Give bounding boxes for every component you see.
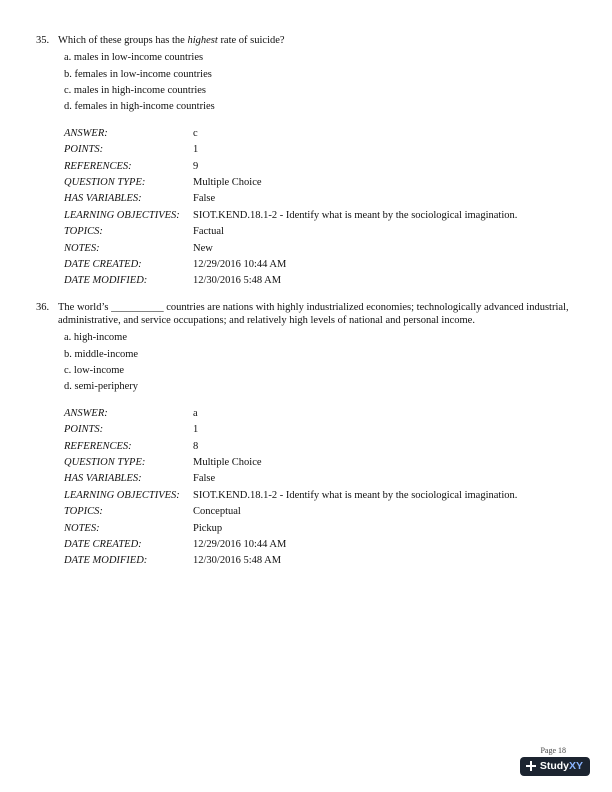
answer-option-b: b. middle-income [64, 348, 139, 360]
meta-key: QUESTION TYPE: [64, 176, 146, 188]
meta-value: False [193, 193, 216, 205]
meta-value: 12/29/2016 10:44 AM [193, 539, 287, 551]
stem-emphasis: highest [187, 35, 218, 46]
meta-key: NOTES: [64, 242, 100, 254]
meta-key: REFERENCES: [64, 440, 132, 452]
badge-text-xy: XY [568, 759, 583, 772]
meta-row-question-type [64, 175, 517, 191]
meta-key: POINTS: [64, 424, 104, 436]
answer-option-c: c. low-income [64, 365, 125, 377]
meta-value: Pickup [193, 522, 223, 534]
meta-row-topics [64, 224, 517, 240]
meta-row-points [64, 422, 517, 438]
meta-row-has-variables [64, 191, 517, 207]
meta-value: 9 [193, 160, 199, 172]
answer-option-d: d. semi-periphery [64, 381, 139, 393]
meta-row-points [64, 142, 517, 158]
meta-row-date-created [64, 537, 517, 553]
meta-row-learning-objectives [64, 208, 517, 224]
meta-value: SIOT.KEND.18.1-2 - Identify what is meant by the sociological imagination. [193, 209, 518, 221]
meta-key: NOTES: [64, 522, 100, 534]
meta-value: 12/30/2016 5:48 AM [193, 555, 282, 567]
meta-value: 8 [193, 440, 199, 452]
answer-option-c: c. males in high-income countries [64, 84, 207, 96]
meta-key: POINTS: [64, 144, 104, 156]
meta-key: TOPICS: [64, 226, 103, 238]
meta-row-date-created [64, 257, 517, 273]
page-number: Page 18 [540, 746, 566, 755]
meta-value: Multiple Choice [193, 457, 262, 469]
meta-row-notes [64, 521, 517, 537]
answer-option-a: a. high-income [64, 332, 127, 344]
question-stem [36, 34, 576, 47]
meta-key: REFERENCES: [64, 160, 132, 172]
meta-key: DATE MODIFIED: [64, 275, 148, 287]
meta-key: DATE CREATED: [64, 258, 142, 270]
stem-text-end: rate of suicide? [217, 35, 285, 46]
meta-key: LEARNING OBJECTIVES: [64, 489, 180, 501]
meta-value: Multiple Choice [193, 176, 262, 188]
meta-key: ANSWER: [64, 407, 108, 419]
meta-value: 12/30/2016 5:48 AM [193, 275, 282, 287]
meta-value: Conceptual [193, 506, 241, 518]
plus-icon [526, 761, 536, 771]
question-number: 35. [36, 35, 50, 46]
meta-key: HAS VARIABLES: [64, 473, 142, 485]
meta-key: LEARNING OBJECTIVES: [64, 209, 180, 221]
question-number: 36. [36, 302, 50, 313]
meta-row-references [64, 439, 517, 455]
answer-options [64, 330, 576, 396]
meta-row-notes [64, 241, 517, 257]
meta-value: 1 [193, 424, 199, 436]
meta-value: a [193, 407, 198, 419]
question-35 [36, 34, 576, 290]
meta-row-references [64, 159, 517, 175]
meta-value: New [193, 242, 213, 254]
answer-option-b: b. females in low-income countries [64, 68, 212, 80]
answer-option-a: a. males in low-income countries [64, 52, 204, 64]
studyxy-badge[interactable] [520, 757, 590, 776]
meta-value: False [193, 473, 216, 485]
meta-row-learning-objectives [64, 488, 517, 504]
answer-option-d: d. females in high-income countries [64, 101, 215, 113]
meta-value: 1 [193, 144, 199, 156]
meta-key: DATE MODIFIED: [64, 555, 148, 567]
meta-key: TOPICS: [64, 506, 103, 518]
question-metadata [64, 126, 517, 290]
question-metadata [64, 406, 517, 570]
meta-value: c [193, 127, 198, 139]
meta-key: HAS VARIABLES: [64, 193, 142, 205]
meta-row-answer [64, 126, 517, 142]
answer-options [64, 50, 576, 116]
meta-value: 12/29/2016 10:44 AM [193, 258, 287, 270]
stem-text: The world’s __________ countries are nations with highly industrialized economies; technologically advanced industrial, administrative, and service occupations; and relatively high levels of national and personal income. [58, 302, 569, 327]
meta-value: Factual [193, 226, 224, 238]
meta-row-has-variables [64, 471, 517, 487]
meta-key: QUESTION TYPE: [64, 457, 146, 469]
stem-text-start: Which of these groups has the [58, 35, 188, 46]
meta-row-date-modified [64, 553, 517, 569]
badge-text-study: Study [539, 759, 569, 772]
meta-value: SIOT.KEND.18.1-2 - Identify what is meant by the sociological imagination. [193, 489, 518, 501]
meta-row-topics [64, 504, 517, 520]
meta-row-answer [64, 406, 517, 422]
question-36 [36, 301, 576, 570]
question-stem [36, 301, 576, 327]
meta-key: DATE CREATED: [64, 539, 142, 551]
meta-row-date-modified [64, 273, 517, 289]
meta-key: ANSWER: [64, 127, 108, 139]
meta-row-question-type [64, 455, 517, 471]
